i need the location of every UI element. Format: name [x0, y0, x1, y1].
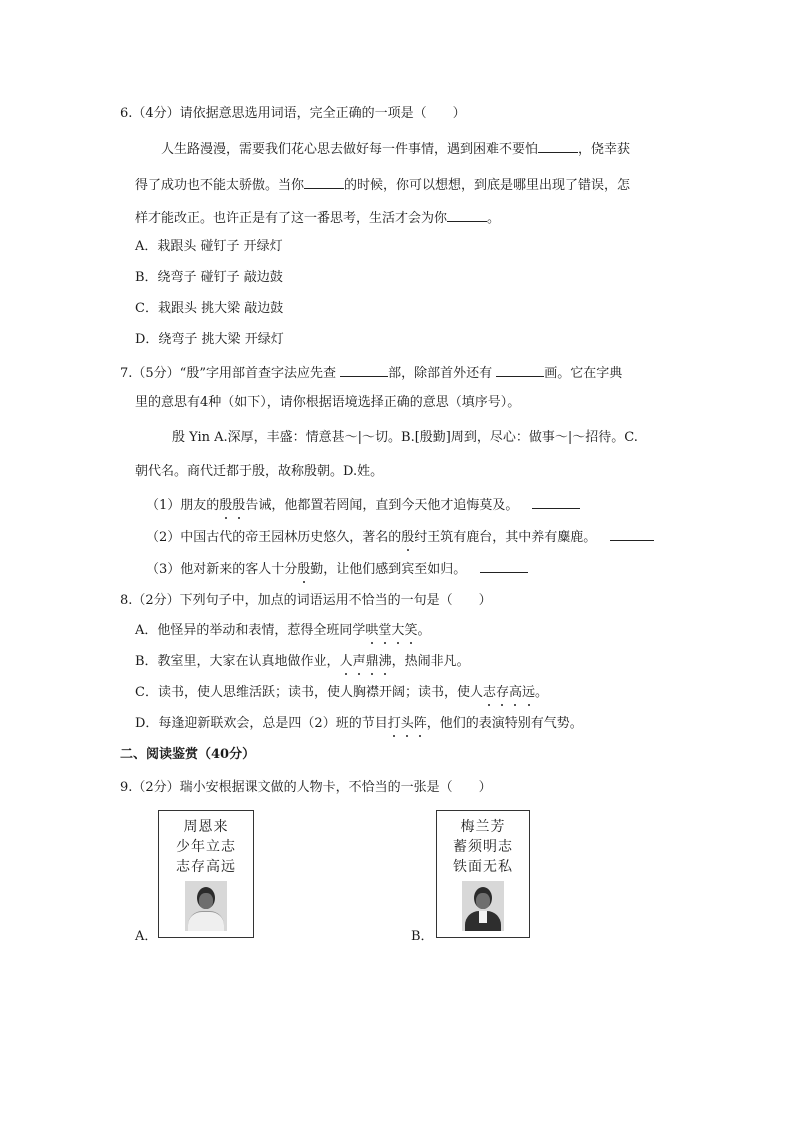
q8-option-b[interactable]: B．教室里，大家在认真地做作业，人声鼎沸，热闹非凡。 — [135, 652, 470, 672]
q6-blank-1 — [538, 138, 578, 153]
card-b-line-2: 蓄须明志 — [453, 839, 513, 855]
q7-answer-2 — [610, 526, 654, 541]
q7-definition-line-2: 朝代名。商代迁都于殷，故称殷朝。D.姓。 — [135, 464, 384, 479]
q8-stem: 8.（2分）下列句子中，加点的词语运用不恰当的一句是（ ） — [120, 593, 492, 608]
q7-answer-1 — [532, 494, 580, 509]
q8-option-a[interactable]: A．他怪异的举动和表情，惹得全班同学哄堂大笑。 — [135, 621, 430, 641]
q8-option-c[interactable]: C．读书，使人思维活跃；读书，使人胸襟开阔；读书，使人志存高远。 — [135, 683, 548, 703]
card-b-name: 梅兰芳 — [460, 819, 506, 835]
q7-sentence-1: （1）朋友的殷殷告诫，他都置若罔闻，直到今天他才追悔莫及。 — [146, 494, 580, 516]
q7-sentence-3: （3）他对新来的客人十分殷勤，让他们感到宾至如归。 — [146, 558, 528, 580]
q7-blank-strokes — [496, 362, 544, 377]
q9-option-a-label[interactable]: A． — [135, 929, 158, 944]
q6-option-b[interactable]: B．绕弯子 碰钉子 敲边鼓 — [135, 270, 283, 285]
card-a-name: 周恩来 — [183, 819, 229, 835]
q6-stem: 6.（4分）请依据意思选用词语，完全正确的一项是（ ） — [120, 106, 466, 121]
q7-sentence-2: （2）中国古代的帝王园林历史悠久，著名的殷纣王筑有鹿台，其中养有麋鹿。 — [146, 526, 654, 548]
card-b-line-3: 铁面无私 — [453, 859, 513, 875]
q7-stem: 7.（5分）“殷”字用部首查字法应先查 部，除部首外还有 画。它在字典 — [120, 362, 622, 384]
card-a-line-2: 少年立志 — [176, 839, 236, 855]
q6-option-c[interactable]: C．栽跟头 挑大梁 敲边鼓 — [135, 301, 284, 316]
card-a-line-3: 志存高远 — [176, 859, 236, 875]
q9-stem: 9.（2分）瑞小安根据课文做的人物卡，不恰当的一张是（ ） — [120, 780, 492, 795]
q6-option-a[interactable]: A．栽跟头 碰钉子 开绿灯 — [135, 239, 283, 254]
q7-answer-3 — [480, 558, 528, 573]
q9-card-a[interactable] — [158, 810, 254, 938]
portrait-photo-a — [185, 881, 227, 931]
q6-passage-line-1: 人生路漫漫，需要我们花心思去做好每一件事情，遇到困难不要怕 ，侥幸获 — [161, 138, 630, 160]
section-2-title: 二、阅读鉴赏（40分） — [120, 747, 256, 762]
q6-passage-line-2: 得了成功也不能太骄傲。当你 的时候，你可以想想，到底是哪里出现了错误，怎 — [135, 174, 630, 196]
q7-definition-line-1: 殷 Yin A.深厚，丰盛：情意甚～|～切。B.[殷勤]周到，尽心：做事～|～招待。C. — [172, 430, 638, 445]
q6-blank-3 — [447, 207, 487, 222]
q7-blank-radical — [340, 362, 388, 377]
q9-card-b[interactable] — [436, 810, 530, 938]
portrait-photo-b — [462, 881, 504, 931]
q7-stem-line-2: 里的意思有4种（如下），请你根据语境选择正确的意思（填序号）。 — [135, 395, 521, 410]
q9-option-b-label[interactable]: B． — [411, 929, 434, 944]
q6-passage-line-3: 样才能改正。也许正是有了这一番思考，生活才会为你 。 — [135, 207, 500, 229]
q6-option-d[interactable]: D．绕弯子 挑大梁 开绿灯 — [135, 332, 284, 347]
q8-option-d[interactable]: D．每逢迎新联欢会，总是四（2）班的节目打头阵，他们的表演特别有气势。 — [135, 714, 583, 734]
q6-blank-2 — [304, 174, 344, 189]
